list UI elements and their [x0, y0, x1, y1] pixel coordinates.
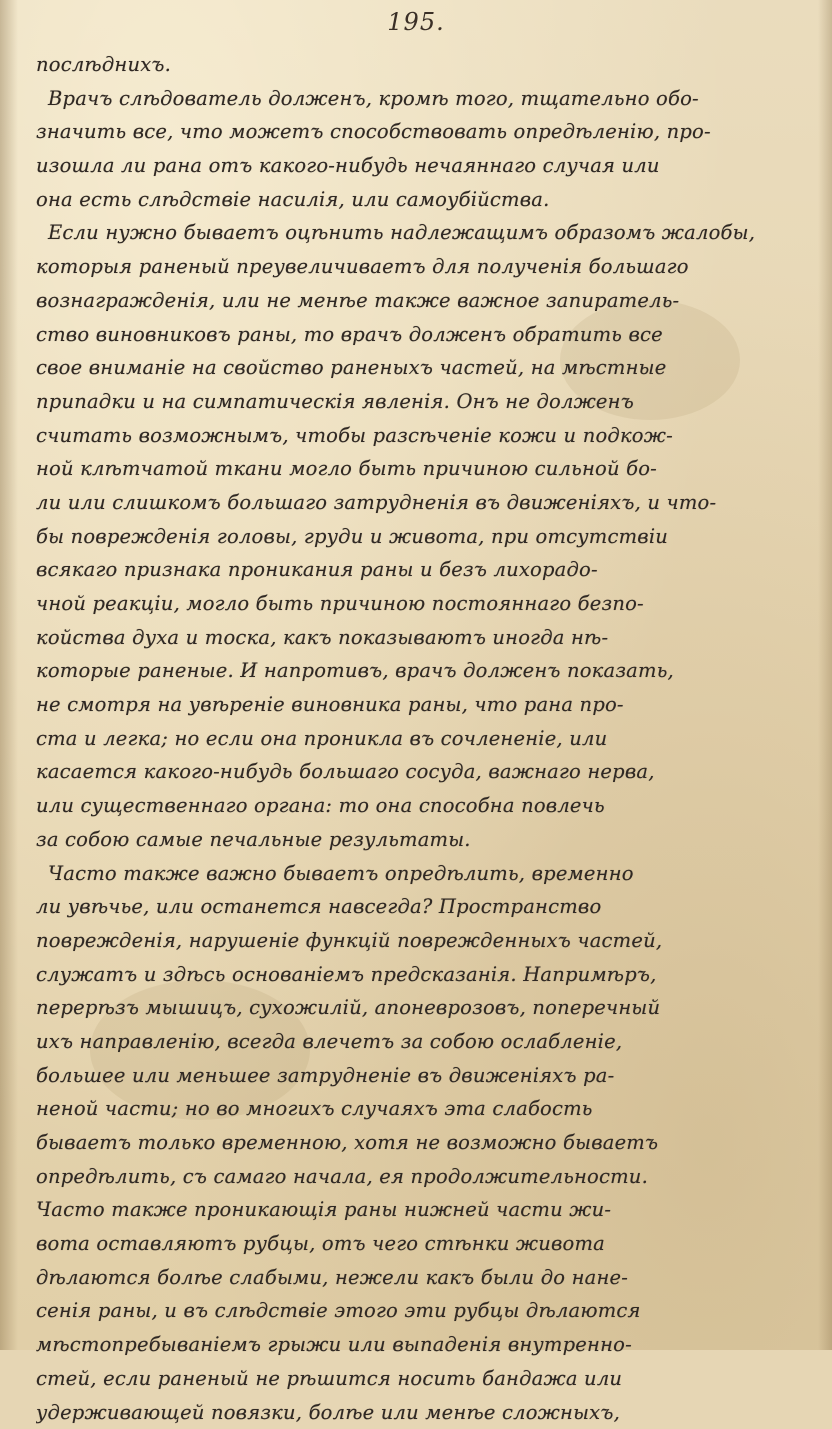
text-line: не смотря на увѣреніе виновника раны, что рана про-: [36, 688, 796, 722]
text-line: чной реакціи, могло быть причиною постояннаго безпо-: [36, 587, 796, 621]
text-line: бы поврежденія головы, груди и живота, при отсутствіи: [36, 520, 796, 554]
text-line: ной клѣтчатой ткани могло быть причиною сильной бо-: [36, 452, 796, 486]
text-line: большее или меньшее затрудненіе въ движеніяхъ ра-: [36, 1059, 796, 1093]
text-line: или существеннаго органа: то она способна повлечь: [36, 789, 796, 823]
text-line: ли увѣчье, или останется навсегда? Пространство: [36, 890, 796, 924]
text-line: свое вниманіе на свойство раненыхъ частей, на мѣстные: [36, 351, 796, 385]
handwritten-text-block: [36, 48, 796, 1429]
text-line: изошла ли рана отъ какого-нибудь нечаяннаго случая или: [36, 149, 796, 183]
text-line: она есть слѣдствіе насилія, или самоубійства.: [36, 183, 796, 217]
text-line: касается какого-нибудь большаго сосуда, важнаго нерва,: [36, 755, 796, 789]
text-line: служатъ и здѣсь основаніемъ предсказанія. Напримѣръ,: [36, 958, 796, 992]
text-line: мѣстопребываніемъ грыжи или выпаденія внутренно-: [36, 1328, 796, 1362]
text-line: которыя раненый преувеличиваетъ для полученія большаго: [36, 250, 796, 284]
text-line: ста и легка; но если она проникла въ сочлененіе, или: [36, 722, 796, 756]
text-line: Часто также проникающія раны нижней части жи-: [36, 1193, 796, 1227]
text-line: койства духа и тоска, какъ показываютъ иногда нѣ-: [36, 621, 796, 655]
text-line: которые раненые. И напротивъ, врачъ долженъ показать,: [36, 654, 796, 688]
text-line: Если нужно бываетъ оцѣнить надлежащимъ образомъ жалобы,: [36, 216, 796, 250]
page-number: 195.: [0, 8, 832, 36]
text-line: ли или слишкомъ большаго затрудненія въ движеніяхъ, и что-: [36, 486, 796, 520]
text-line: перерѣзъ мышицъ, сухожилій, апоневрозовъ, поперечный: [36, 991, 796, 1025]
text-line: за собою самые печальные результаты.: [36, 823, 796, 857]
text-line: значить все, что можетъ способствовать опредѣленію, про-: [36, 115, 796, 149]
text-line: стей, если раненый не рѣшится носить бандажа или: [36, 1362, 796, 1396]
text-line: припадки и на симпатическія явленія. Онъ не долженъ: [36, 385, 796, 419]
text-line: ство виновниковъ раны, то врачъ долженъ обратить все: [36, 318, 796, 352]
text-line: опредѣлить, съ самаго начала, ея продолжительности.: [36, 1160, 796, 1194]
text-line: Врачъ слѣдователь долженъ, кромѣ того, тщательно обо-: [36, 82, 796, 116]
text-line: бываетъ только временною, хотя не возможно бываетъ: [36, 1126, 796, 1160]
text-line: удерживающей повязки, болѣе или менѣе сложныхъ,: [36, 1396, 796, 1429]
text-line: считать возможнымъ, чтобы разсѣченіе кожи и подкож-: [36, 419, 796, 453]
text-line: неной части; но во многихъ случаяхъ эта слабость: [36, 1092, 796, 1126]
text-line: поврежденія, нарушеніе функцій поврежденныхъ частей,: [36, 924, 796, 958]
text-line: вознагражденія, или не менѣе также важное запиратель-: [36, 284, 796, 318]
text-line: дѣлаются болѣе слабыми, нежели какъ были до нане-: [36, 1261, 796, 1295]
text-line: всякаго признака проникания раны и безъ лихорадо-: [36, 553, 796, 587]
text-line: Часто также важно бываетъ опредѣлить, временно: [36, 857, 796, 891]
text-line: ихъ направленію, всегда влечетъ за собою ослабленіе,: [36, 1025, 796, 1059]
text-line: послѣднихъ.: [36, 48, 796, 82]
text-line: сенія раны, и въ слѣдствіе этого эти рубцы дѣлаются: [36, 1294, 796, 1328]
text-line: вота оставляютъ рубцы, отъ чего стѣнки живота: [36, 1227, 796, 1261]
